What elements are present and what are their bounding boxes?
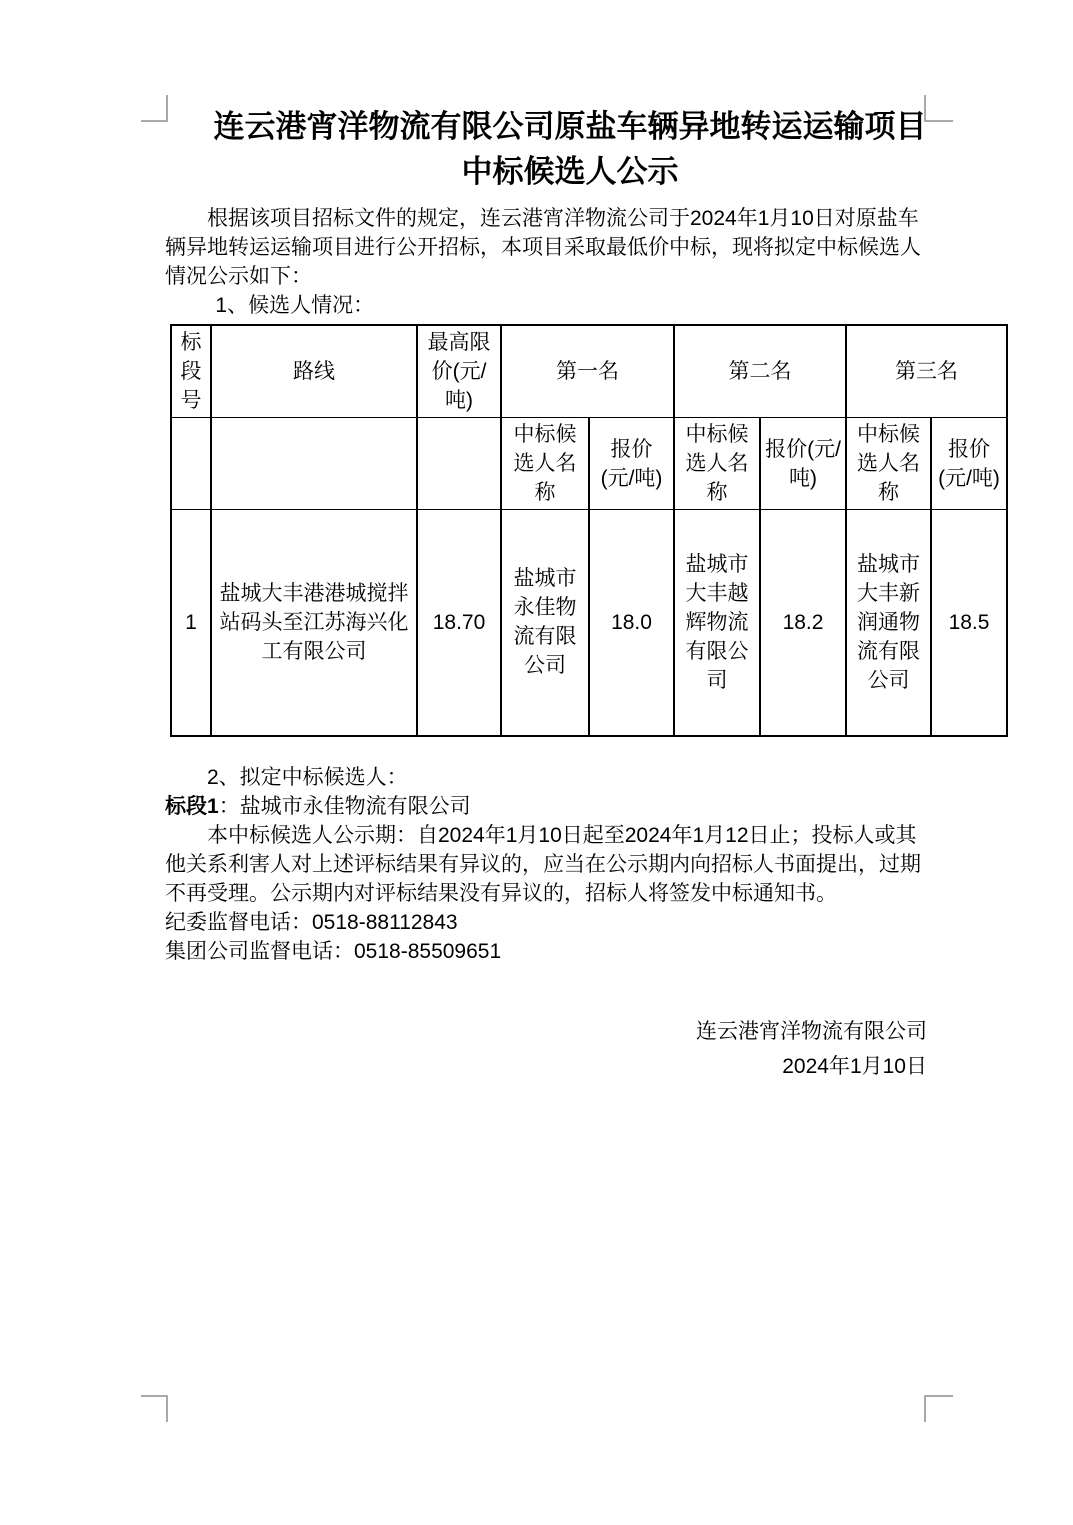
table-header-row-2: [171, 418, 1007, 510]
winner-line: [165, 792, 927, 821]
page-margin-corner-mark-top-right: [924, 95, 953, 122]
document-title: [213, 104, 927, 194]
header-empty-section: [171, 418, 211, 510]
header-rank-1: 第一名: [501, 325, 674, 418]
cell-section-no: 1: [171, 510, 211, 736]
candidates-table: [170, 324, 1008, 737]
header-rank1-candidate-name: 中标候选人名称: [501, 418, 589, 510]
header-route: 路线: [211, 325, 417, 418]
header-rank3-candidate-name: 中标候选人名称: [846, 418, 931, 510]
cell-rank3-price: 18.5: [931, 510, 1007, 736]
cell-rank2-name: 盐城市大丰越辉物流有限公司: [674, 510, 760, 736]
cell-rank3-name: 盐城市大丰新润通物流有限公司: [846, 510, 931, 736]
header-section-no: 标段号: [171, 325, 211, 418]
document-title-line-1: 连云港宵洋物流有限公司原盐车辆异地转运运输项目: [213, 109, 927, 144]
header-rank2-candidate-name: 中标候选人名称: [674, 418, 760, 510]
page-margin-corner-mark-bottom-left: [141, 1395, 168, 1422]
table-header-row-1: [171, 325, 1007, 418]
cell-rank2-price: 18.2: [760, 510, 846, 736]
signature-company: 连云港宵洋物流有限公司: [696, 1019, 927, 1043]
cell-rank1-name: 盐城市永佳物流有限公司: [501, 510, 589, 736]
winner-colon: ：: [218, 794, 240, 818]
signature-date: 2024年1月10日: [782, 1054, 927, 1078]
cell-max-price: 18.70: [417, 510, 501, 736]
header-rank-3: 第三名: [846, 325, 1007, 418]
winner-company: 盐城市永佳物流有限公司: [239, 794, 471, 818]
publicity-period-paragraph: 本中标候选人公示期：自2024年1月10日起至2024年1月12日止；投标人或其他关系利害人对上述评标结果有异议的，应当在公示期内向招标人书面提出，过期不再受理。公示期内对评标结果没有异议的，招标人将签发中标通知书。: [165, 823, 921, 905]
section-2-heading: 2、拟定中标候选人：: [207, 765, 408, 789]
intro-paragraph: 根据该项目招标文件的规定，连云港宵洋物流公司于2024年1月10日对原盐车辆异地转运运输项目进行公开招标，本项目采取最低价中标，现将拟定中标候选人情况公示如下：: [165, 207, 921, 288]
page-margin-corner-mark-top-left: [141, 95, 168, 122]
header-empty-route: [211, 418, 417, 510]
header-max-price: 最高限价(元/吨): [417, 325, 501, 418]
section-1-heading: 1、候选人情况：: [215, 294, 375, 317]
group-phone-line: 集团公司监督电话：0518-85509651: [165, 939, 502, 963]
header-rank1-bid-price: 报价(元/吨): [589, 418, 674, 510]
cell-rank1-price: 18.0: [589, 510, 674, 736]
header-empty-max-price: [417, 418, 501, 510]
document-title-line-2: 中标候选人公示: [461, 154, 679, 189]
header-rank3-bid-price: 报价(元/吨): [931, 418, 1007, 510]
table-row: [171, 510, 1007, 736]
discipline-phone-line: 纪委监督电话：0518-88112843: [165, 910, 458, 934]
header-rank-2: 第二名: [674, 325, 846, 418]
signature-block: [165, 1014, 927, 1084]
winner-section-label: 标段1: [165, 794, 219, 818]
cell-route: 盐城大丰港港城搅拌站码头至江苏海兴化工有限公司: [211, 510, 417, 736]
header-rank2-bid-price: 报价(元/吨): [760, 418, 846, 510]
document-content: [165, 100, 1000, 1084]
page-margin-corner-mark-bottom-right: [924, 1395, 953, 1422]
